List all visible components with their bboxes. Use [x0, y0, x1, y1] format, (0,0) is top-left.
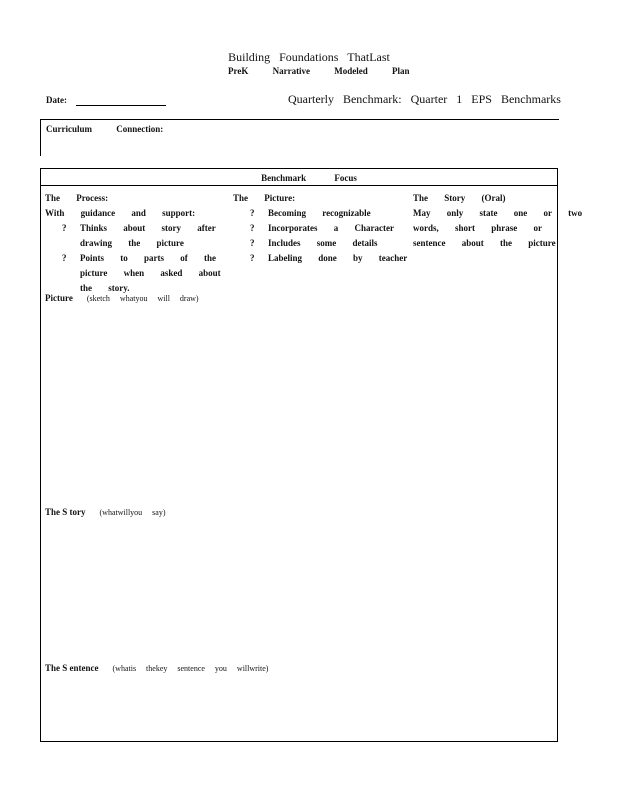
story-oral-column: [413, 191, 583, 251]
story-oral-line: words, short phrase or: [413, 223, 542, 233]
bullet-glyph: ?: [62, 253, 67, 263]
picture-column: [233, 191, 408, 266]
list-item-text: Labeling done by teacher: [268, 253, 408, 263]
list-item-text: Points to parts of the: [80, 253, 216, 263]
benchmark-divider: [41, 185, 558, 186]
list-item-continuation: drawing the picture: [80, 238, 184, 248]
document-subtitle: PreK Narrative Modeled Plan: [228, 66, 410, 76]
date-field-line[interactable]: [76, 105, 166, 106]
list-item-continuation: the story.: [80, 283, 130, 293]
story-oral-line: May only state one or two: [413, 208, 583, 218]
picture-heading: The Picture:: [233, 193, 296, 203]
story-section-label: The S tory: [45, 507, 86, 517]
quarterly-benchmark: Quarterly Benchmark: Quarter 1 EPS Benchmarks: [288, 92, 561, 106]
picture-section-label: Picture: [45, 293, 73, 303]
story-section: [45, 507, 166, 517]
list-item: [45, 221, 215, 236]
picture-section-hint: (sketch whatyou will draw): [86, 294, 199, 303]
list-item: [233, 251, 408, 266]
sentence-section-label: The S entence: [45, 663, 99, 673]
list-item: [233, 221, 403, 236]
bullet-glyph: ?: [250, 208, 255, 218]
process-heading: The Process:: [45, 193, 109, 203]
sentence-section: [45, 663, 268, 673]
bullet-glyph: ?: [250, 238, 255, 248]
benchmark-heading: Benchmark Focus: [261, 173, 357, 183]
list-item: [233, 206, 403, 221]
story-oral-heading: The Story (Oral): [413, 193, 506, 203]
list-item-continuation: picture when asked about: [80, 268, 221, 278]
list-item-text: Includes some details: [268, 238, 378, 248]
bullet-glyph: ?: [250, 253, 255, 263]
story-section-hint: (whatwillyou say): [99, 508, 166, 517]
list-item-text: Thinks about story after: [80, 223, 216, 233]
list-item-text: Becoming recognizable: [268, 208, 371, 218]
date-label: Date:: [46, 95, 67, 105]
curriculum-label: Curriculum Connection:: [46, 124, 164, 134]
process-column: [45, 191, 221, 296]
picture-section: [45, 293, 199, 303]
list-item-text: Incorporates a Character: [268, 223, 394, 233]
list-item: [233, 236, 403, 251]
document-title: Building Foundations ThatLast: [228, 50, 390, 64]
story-oral-line: sentence about the picture: [413, 238, 556, 248]
bullet-glyph: ?: [62, 223, 67, 233]
list-item: [45, 251, 215, 266]
process-intro: With guidance and support:: [45, 208, 196, 218]
sentence-section-hint: (whatis thekey sentence you willwrite): [112, 664, 269, 673]
bullet-glyph: ?: [250, 223, 255, 233]
